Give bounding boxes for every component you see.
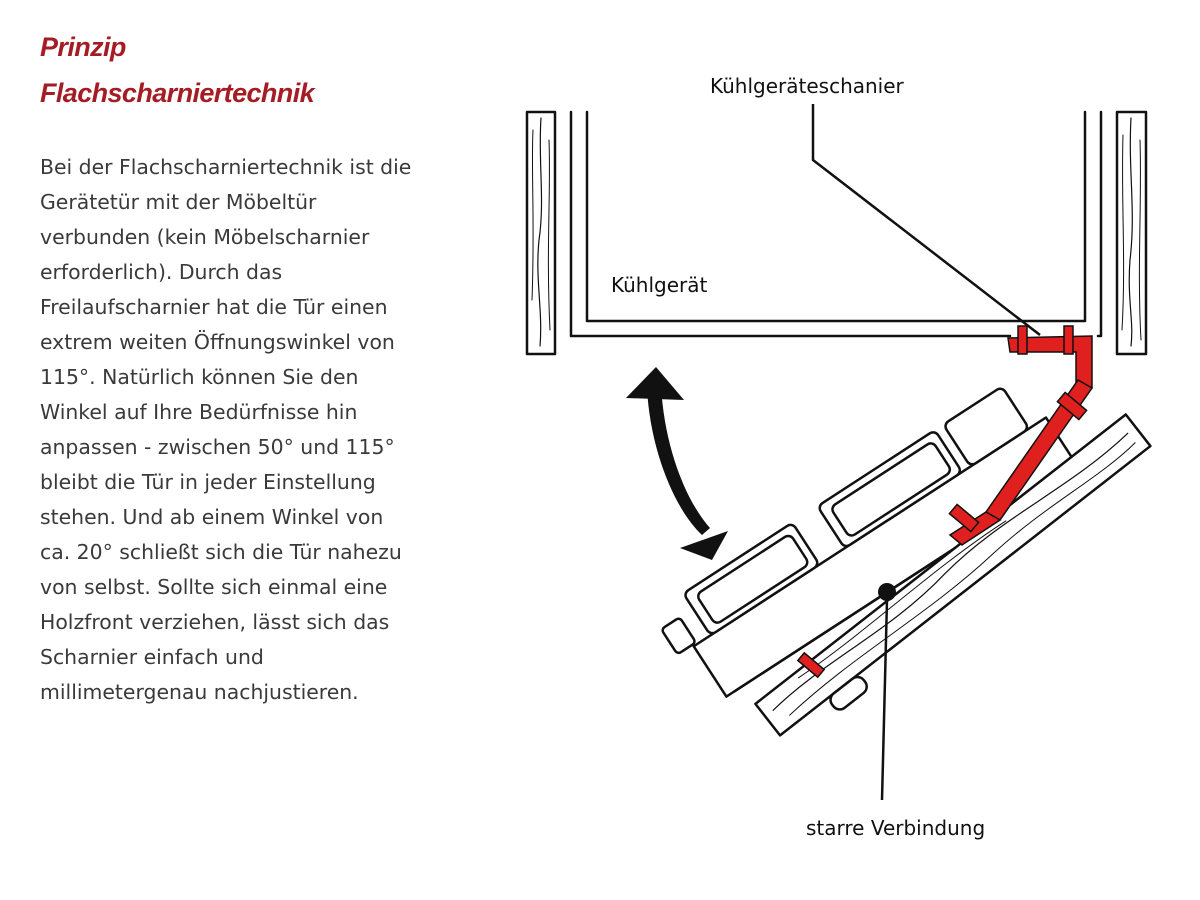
description-line: verbunden (kein Möbelscharnier bbox=[40, 225, 370, 249]
description-line: Scharnier einfach und bbox=[40, 645, 264, 669]
label-rigid-connection: starre Verbindung bbox=[806, 816, 986, 840]
label-hinge: Kühlgeräteschanier bbox=[710, 74, 904, 98]
description-line: stehen. Und ab einem Winkel von bbox=[40, 505, 384, 529]
title-line-1: Prinzip bbox=[40, 32, 126, 62]
description-line: Winkel auf Ihre Bedürfnisse hin bbox=[40, 400, 358, 424]
hinge-leader bbox=[813, 104, 1040, 335]
appliance-body bbox=[571, 112, 1101, 336]
description-line: millimetergenau nachjustieren. bbox=[40, 680, 359, 704]
description-line: Bei der Flachscharniertechnik ist die bbox=[40, 155, 412, 179]
hinge-screw-icon bbox=[1018, 326, 1027, 354]
description-line: Gerätetür mit der Möbeltür bbox=[40, 190, 317, 214]
description-line: erforderlich). Durch das bbox=[40, 260, 283, 284]
title-line-2: Flachscharniertechnik bbox=[40, 78, 315, 108]
description-line: 115°. Natürlich können Sie den bbox=[40, 365, 359, 389]
description-line: Holzfront verziehen, lässt sich das bbox=[40, 610, 390, 634]
description-line: bleibt die Tür in jeder Einstellung bbox=[40, 470, 376, 494]
description-line: ca. 20° schließt sich die Tür nahezu bbox=[40, 540, 402, 564]
right-cabinet-wall bbox=[1117, 112, 1146, 354]
description-line: von selbst. Sollte sich einmal eine bbox=[40, 575, 388, 599]
left-cabinet-wall bbox=[527, 112, 555, 354]
hinge-screw-icon bbox=[1064, 326, 1073, 354]
rigid-connection-dot bbox=[878, 583, 896, 601]
label-appliance: Kühlgerät bbox=[611, 273, 708, 297]
description-line: extrem weiten Öffnungswinkel von bbox=[40, 330, 395, 354]
opening-arrow-icon bbox=[626, 367, 728, 560]
description-line: Freilaufscharnier hat die Tür einen bbox=[40, 295, 388, 319]
description-line: anpassen - zwischen 50° und 115° bbox=[40, 435, 395, 459]
